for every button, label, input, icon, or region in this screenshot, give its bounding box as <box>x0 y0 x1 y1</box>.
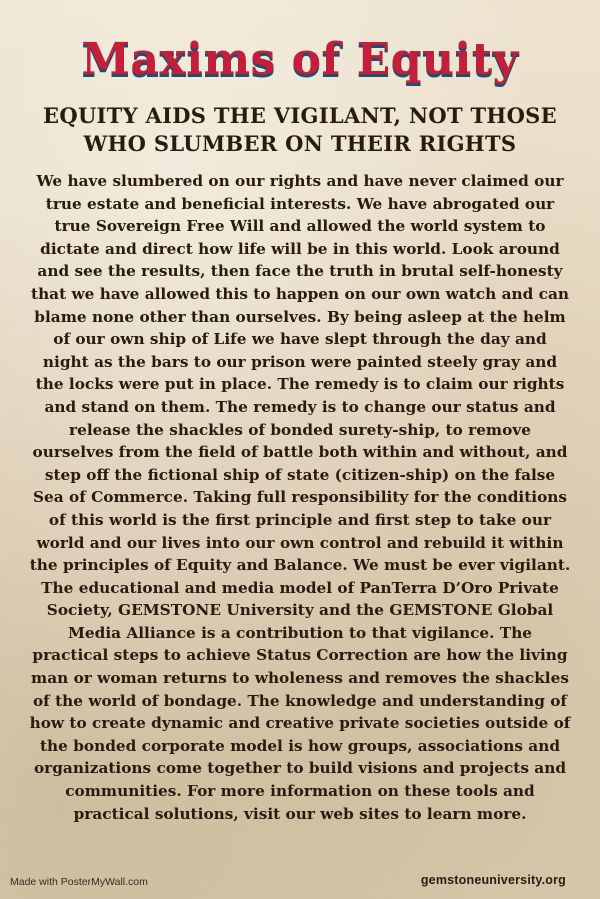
poster-body-text: We have slumbered on our rights and have never claimed our true estate and beneficial interests. We have abrogated our true Sovereign Free Will and allowed the world system to dictate and direct how life will be in this world. Look around and see the results, then face the truth in brutal self-honesty that we have allowed this to happen on our own watch and can blame none other than ourselves. By being asleep at the helm of our own ship of Life we have slept through the day and night as the bars to our prison were painted steely gray and the locks were put in place. The remedy is to claim our rights and stand on them. The remedy is to change our status and release the shackles of bonded surety-ship, to remove ourselves from the field of battle both within and without, and step off the fictional ship of state (citizen-ship) on the false Sea of Commerce. Taking full responsibility for the conditions of this world is the first principle and first step to take our world and our lives into our own control and rebuild it within the principles of Equity and Balance. We must be ever vigilant. The educational and media model of PanTerra D’Oro Private Society, GEMSTONE University and the GEMSTONE Global Media Alliance is a contribution to that vigilance. The practical steps to achieve Status Correction are how the living man or woman returns to wholeness and removes the shackles of the world of bondage. The knowledge and understanding of how to create dynamic and creative private societies outside of the bonded corporate model is how groups, associations and organizations come together to build visions and projects and communities. For more information on these tools and practical solutions, visit our web sites to learn more. <box>29 172 571 823</box>
poster-subtitle: EQUITY AIDS THE VIGILANT, NOT THOSE WHO SLUMBER ON THEIR RIGHTS <box>43 103 557 156</box>
poster-title: Maxims of Equity <box>81 34 519 85</box>
made-with-credit: Made with PosterMyWall.com <box>10 876 148 888</box>
website-url: gemstoneuniversity.org <box>420 873 566 887</box>
